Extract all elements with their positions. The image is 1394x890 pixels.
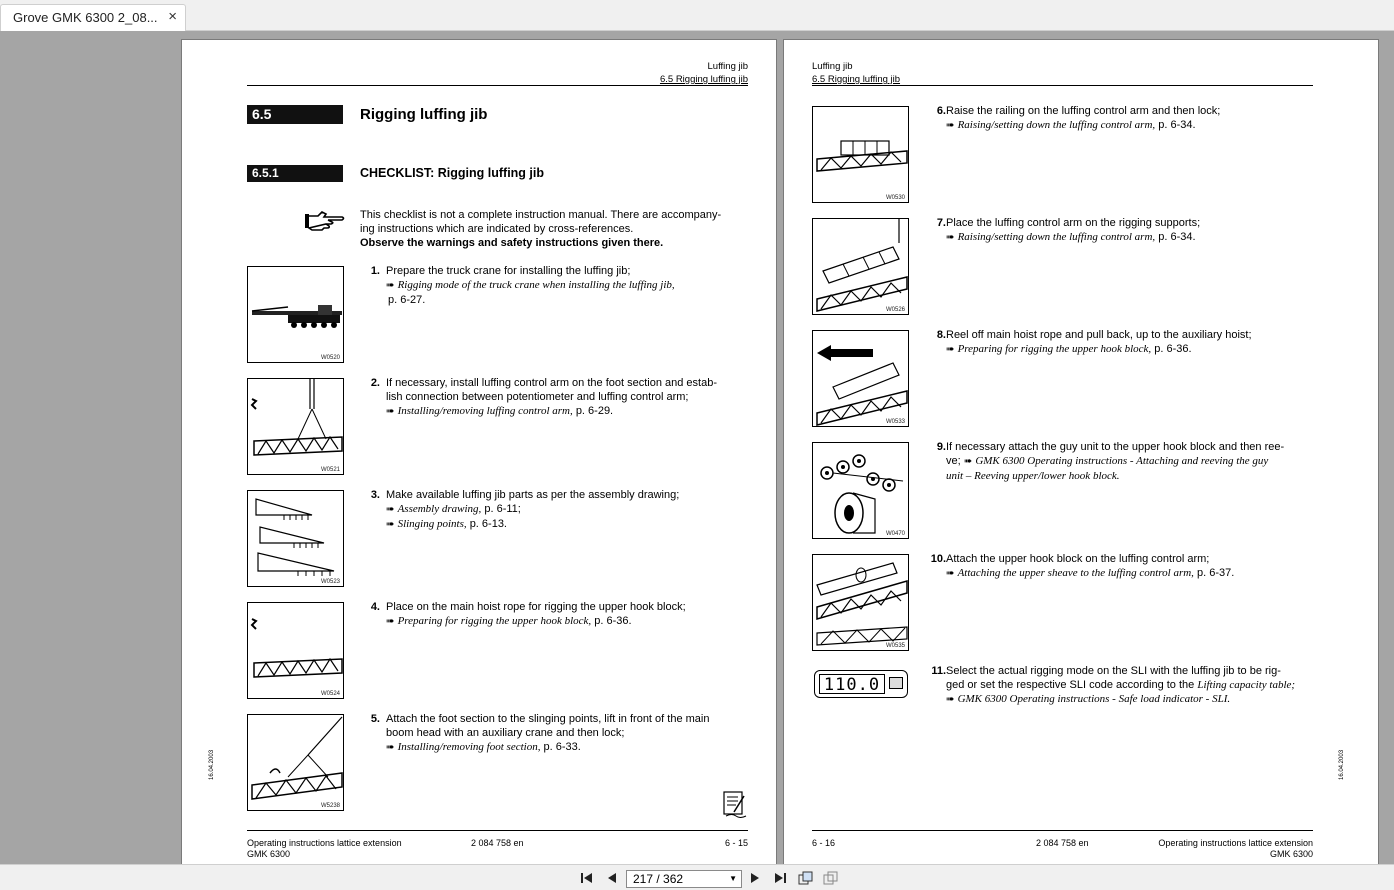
checklist-note <box>360 208 750 250</box>
cross-reference-link[interactable]: Rigging mode of the truck crane when installing the luffing jib, <box>397 279 675 291</box>
footer-doc-number: 2 084 758 en <box>1036 838 1089 848</box>
tab-bar <box>0 0 1394 31</box>
figure-code: W0470 <box>885 531 905 537</box>
footer-title-text: Operating instructions lattice extension <box>1158 838 1313 848</box>
note-line: ing instructions which are indicated by cross-references. <box>360 223 634 235</box>
sli-display <box>814 670 908 698</box>
last-page-icon[interactable] <box>771 870 789 886</box>
figure-code: W0535 <box>885 643 905 649</box>
footer-title <box>247 838 402 860</box>
document-tab[interactable] <box>0 4 186 31</box>
page-reference: p. 6-37. <box>1197 567 1235 579</box>
figure-code: W0524 <box>320 691 340 697</box>
page-left <box>181 39 777 864</box>
arrow-right-icon: ➠ <box>946 344 958 355</box>
figure-code: W0533 <box>885 419 905 425</box>
step-text: boom head with an auxiliary crane and then lock; <box>386 727 625 739</box>
step-number: 4. <box>370 601 380 613</box>
step-text: Reel off main hoist rope and pull back, up to the auxiliary hoist; <box>946 329 1252 341</box>
page-reference: p. 6-36. <box>594 615 632 627</box>
arrow-right-icon: ➠ <box>946 232 958 243</box>
pointing-hand-icon <box>304 210 346 232</box>
footer-title-text: Operating instructions lattice extension <box>247 838 402 848</box>
header-section: 6.5 Rigging luffing jib <box>659 74 748 85</box>
page-number-select[interactable] <box>626 870 742 888</box>
arrow-right-icon: ➠ <box>386 504 398 515</box>
arrow-right-icon: ➠ <box>946 694 958 705</box>
previous-page-icon[interactable] <box>603 870 621 886</box>
figure-code: W0520 <box>320 355 340 361</box>
page-right <box>783 39 1379 864</box>
subsection-number: 6.5.1 <box>247 165 343 182</box>
step-text: Make available luffing jib parts as per the assembly drawing; <box>386 489 680 501</box>
step-number: 8. <box>936 329 946 341</box>
figure-code: W5238 <box>320 803 340 809</box>
figure-railing <box>812 106 909 203</box>
header-rule <box>247 85 748 86</box>
tab-title: Grove GMK 6300 2_08... <box>13 10 158 25</box>
cross-reference-link[interactable]: Installing/removing foot section, <box>397 741 541 753</box>
cross-reference-link[interactable]: Preparing for rigging the upper hook block, <box>957 343 1152 355</box>
page-reference: p. 6-34. <box>1158 231 1196 243</box>
page-reference: p. 6-13. <box>469 518 507 530</box>
figure-main-hoist-rope <box>247 602 344 699</box>
figure-jib-parts <box>247 490 344 587</box>
step-text: Place on the main hoist rope for rigging the upper hook block; <box>386 601 686 613</box>
step-number: 1. <box>370 265 380 277</box>
first-page-icon[interactable] <box>578 870 596 886</box>
step-number: 2. <box>370 377 380 389</box>
figure-luffing-control-arm <box>247 378 344 475</box>
page-header <box>812 60 900 86</box>
page-reference: p. 6-11; <box>484 503 521 515</box>
page-reference: p. 6-33. <box>543 741 581 753</box>
step-text: Attach the foot section to the slinging points, lift in front of the main <box>386 713 710 725</box>
footer-doc-number: 2 084 758 en <box>471 838 524 848</box>
figure-truck-crane <box>247 266 344 363</box>
revision-date: 16.04.2003 <box>209 749 215 780</box>
footer-page-number: 6 - 16 <box>812 838 836 848</box>
figure-code: W0523 <box>320 579 340 585</box>
step-number: 5. <box>370 713 380 725</box>
step-number: 9. <box>936 441 946 453</box>
cross-reference-link[interactable]: Raising/setting down the luffing control arm, <box>957 119 1156 131</box>
step-text: Select the actual rigging mode on the SLI with the luffing jib to be rig- <box>946 665 1281 677</box>
next-page-icon[interactable] <box>746 870 764 886</box>
header-chapter: Luffing jib <box>707 61 748 72</box>
step-text: If necessary attach the guy unit to the upper hook block and then ree- <box>946 441 1285 453</box>
header-section: 6.5 Rigging luffing jib <box>812 74 901 85</box>
figure-code: W0526 <box>885 307 905 313</box>
cross-reference-link[interactable]: Installing/removing luffing control arm, <box>397 405 573 417</box>
arrow-right-icon: ➠ <box>386 519 398 530</box>
header-chapter: Luffing jib <box>812 61 853 72</box>
chevron-down-icon: ▼ <box>729 874 737 883</box>
footer-rule <box>247 830 748 831</box>
cross-reference-link[interactable]: GMK 6300 Operating instructions - Safe load indicator - SLI. <box>957 693 1231 705</box>
notepad-icon <box>722 790 748 818</box>
subsection-title: CHECKLIST: Rigging luffing jib <box>360 166 544 180</box>
figure-code: W0530 <box>885 195 905 201</box>
step-text: If necessary, install luffing control arm on the foot section and estab- <box>386 377 717 389</box>
sli-display-value: 110.0 <box>819 674 885 694</box>
arrow-right-icon: ➠ <box>963 456 976 467</box>
cross-reference-link[interactable]: unit – Reeving upper/lower hook block. <box>946 470 1120 482</box>
figure-guy-unit <box>812 442 909 539</box>
step-number: 11. <box>931 665 946 677</box>
cross-reference-link[interactable]: GMK 6300 Operating instructions - Attaching and reeving the guy <box>975 455 1269 467</box>
cross-reference-link[interactable]: Lifting capacity table; <box>1197 679 1296 691</box>
sli-display-indicator <box>889 677 903 689</box>
revision-date: 16.04.2003 <box>1339 749 1345 780</box>
page-indicator: 217 / 362 <box>633 872 684 886</box>
cross-reference-link[interactable]: Preparing for rigging the upper hook block, <box>397 615 592 627</box>
page-reference: p. 6-27. <box>388 294 426 306</box>
cross-reference-link[interactable]: Slinging points, <box>397 518 467 530</box>
rotate-page-icon[interactable] <box>797 870 815 886</box>
arrow-right-icon: ➠ <box>386 742 398 753</box>
figure-rigging-supports <box>812 218 909 315</box>
footer-title <box>1158 838 1313 860</box>
figure-code: W0521 <box>320 467 340 473</box>
step-text: Prepare the truck crane for installing the luffing jib; <box>386 265 631 277</box>
step-number: 6. <box>936 105 946 117</box>
arrow-right-icon: ➠ <box>386 280 398 291</box>
step-number: 7. <box>936 217 946 229</box>
page-reference: p. 6-34. <box>1158 119 1196 131</box>
step-text: Raise the railing on the luffing control arm and then lock; <box>946 105 1221 117</box>
figure-foot-section <box>247 714 344 811</box>
cross-reference-link[interactable]: Attaching the upper sheave to the luffing control arm, <box>957 567 1194 579</box>
navigation-toolbar <box>0 864 1394 890</box>
page-header <box>660 60 748 86</box>
note-warning: Observe the warnings and safety instructions given there. <box>360 237 664 249</box>
cross-reference-link[interactable]: Assembly drawing, <box>397 503 482 515</box>
step-number: 3. <box>370 489 380 501</box>
note-line: This checklist is not a complete instruction manual. There are accompany- <box>360 209 722 221</box>
figure-hoist-rope-pull-back <box>812 330 909 427</box>
page-reference: p. 6-36. <box>1154 343 1192 355</box>
footer-page-number: 6 - 15 <box>724 838 748 848</box>
section-title: Rigging luffing jib <box>360 106 488 123</box>
step-number: 10. <box>930 553 946 565</box>
fit-page-icon[interactable] <box>822 870 840 886</box>
step-text: ve; <box>946 455 961 467</box>
figure-upper-hook-block <box>812 554 909 651</box>
document-viewer[interactable] <box>0 31 1394 864</box>
close-icon[interactable]: × <box>168 8 177 25</box>
footer-rule <box>812 830 1313 831</box>
footer-model: GMK 6300 <box>247 849 291 859</box>
header-rule <box>812 85 1313 86</box>
arrow-right-icon: ➠ <box>386 406 398 417</box>
arrow-right-icon: ➠ <box>946 568 958 579</box>
arrow-right-icon: ➠ <box>386 616 398 627</box>
section-number: 6.5 <box>247 105 343 124</box>
step-text: Attach the upper hook block on the luffing control arm; <box>946 553 1210 565</box>
page-reference: p. 6-29. <box>575 405 614 417</box>
step-text: ged or set the respective SLI code according to the <box>946 679 1195 691</box>
step-text: lish connection between potentiometer and luffing control arm; <box>386 391 689 403</box>
footer-model: GMK 6300 <box>1269 849 1313 859</box>
arrow-right-icon: ➠ <box>946 120 958 131</box>
cross-reference-link[interactable]: Raising/setting down the luffing control arm, <box>957 231 1156 243</box>
step-text: Place the luffing control arm on the rigging supports; <box>946 217 1201 229</box>
